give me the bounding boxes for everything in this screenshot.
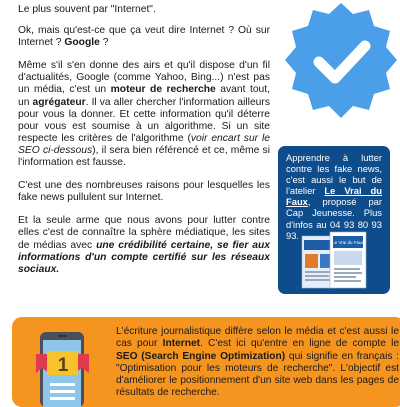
keyword-agregateur: agrégateur: [32, 96, 86, 108]
paragraph-intro: [18, 4, 270, 16]
brochure-title: Le Vrai du Faux: [332, 240, 364, 245]
keyword-moteur: moteur de recherche: [110, 84, 216, 96]
text: . C'est ici qu'entre en ligne de compte le: [200, 338, 399, 350]
text: ?: [99, 37, 109, 49]
svg-text:1: 1: [57, 355, 69, 376]
text: qui signifie en français : "Optimisation pour les moteurs de recherche". L'objectif est d'améliorer le positionnement d'un site web dans les pages de résultats de recherche.: [116, 350, 399, 399]
verified-badge-icon: [281, 0, 400, 123]
text: Et la seule arme que nous avons pour lutter contre elles c'est de connaître la sphère médiatique, les sites de médias avec: [18, 215, 270, 251]
cap-jeunesse-sidebar: [278, 146, 390, 294]
emphasis-credibility: une crédibilité certaine, se fier aux informations d'un compte certifié sur les réseaux sociaux.: [18, 239, 271, 275]
text: Même s'il s'en donne des airs et qu'il dispose d'un fil d'actualités, Google (comme Yahoo, Bing...) n'est pas un média, c'est un: [18, 60, 270, 96]
text: Apprendre à lutter contre les fake news, c'est aussi le but de l'atelier: [286, 152, 382, 197]
paragraph-weapon: [18, 215, 270, 275]
paragraph-fake-news: [18, 180, 270, 204]
text: Le plus souvent par "Internet".: [18, 4, 156, 15]
workshop-name: Le Vrai du Faux: [286, 185, 382, 208]
seo-info-box: [12, 317, 400, 407]
sidebar-text: [286, 152, 382, 241]
text: Ok, mais qu'est-ce que ça veut dire Internet ? Où sur Internet ?: [18, 25, 270, 49]
brochure-image: [300, 230, 370, 290]
keyword-internet: Internet: [162, 338, 201, 350]
keyword-google: Google: [64, 37, 100, 49]
text: . Il va aller chercher l'information ailleurs pour vous la donner. Et cette information qu'il déterre pour vous est soumise à un algorithme. Si un site respecte les critères de l'algorithme (: [18, 96, 270, 144]
keyword-seo: SEO (Search Engine Optimization): [116, 350, 286, 362]
seo-explanation: [116, 326, 399, 400]
text: C'est une des nombreuses raisons pour lesquelles les fake news pullulent sur Internet.: [18, 180, 270, 204]
text: ), il sera bien référencé et ce, même si l'information est fausse.: [18, 144, 270, 169]
text: avant tout, un: [18, 84, 270, 108]
seo-reference: voir encart sur le SEO ci-dessous: [18, 132, 270, 156]
paragraph-google: [18, 60, 270, 169]
article-main-column: [18, 4, 270, 287]
text: , proposé par Cap Jeunesse. Plus d'infos au 04 93 80 93 93.: [286, 196, 382, 241]
phone-ranking-trophy-icon: [32, 329, 94, 407]
paragraph-question: [18, 25, 270, 49]
text: L'écriture journalistique diffère selon le média et c'est aussi le cas pour: [116, 326, 399, 350]
